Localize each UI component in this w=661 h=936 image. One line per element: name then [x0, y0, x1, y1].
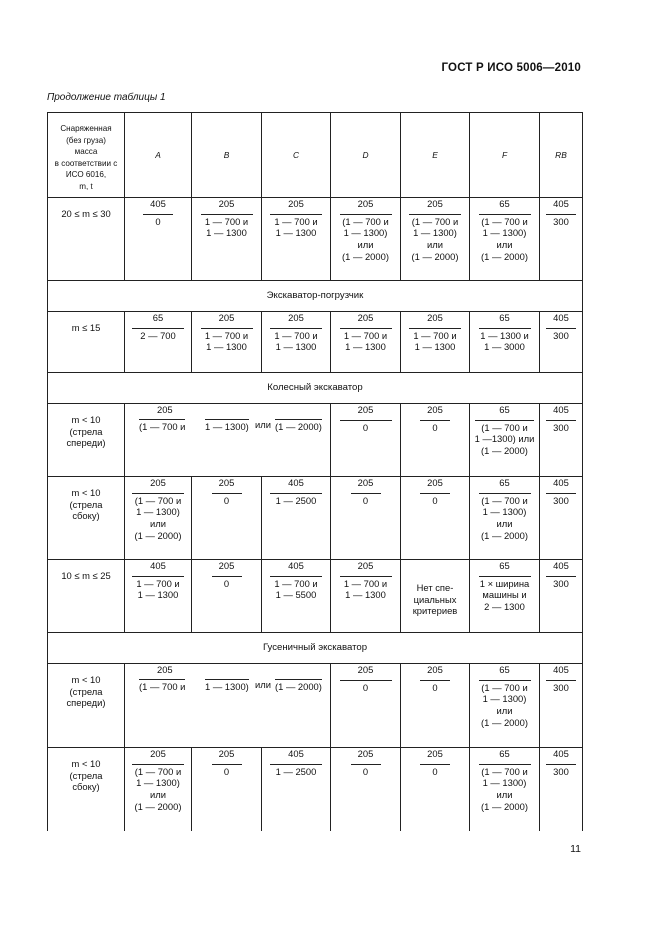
- value-cell-rb: 405 300: [540, 477, 583, 560]
- value-cell-d: 205 0: [331, 664, 401, 748]
- mass-cell: m < 10 (стрела спереди): [48, 664, 125, 748]
- table-row: [48, 404, 583, 477]
- value-cell-c: 205 1 — 700 и 1 — 1300: [262, 198, 331, 281]
- value-cell-rb: 405 300: [540, 748, 583, 831]
- value-cell-d: 205 0: [331, 748, 401, 831]
- value-cell-e: 205 0: [401, 748, 470, 831]
- value-cell-d: 205 1 — 700 и 1 — 1300: [331, 560, 401, 633]
- column-header-d: D: [331, 113, 401, 198]
- value-cell-f: 65 (1 — 700 и 1 — 1300) или (1 — 2000): [470, 198, 540, 281]
- value-cell-b: 205 1 — 700 и 1 — 1300: [192, 312, 262, 373]
- value-cell-b: 205 1 — 700 и 1 — 1300: [192, 198, 262, 281]
- mass-cell: 20 ≤ m ≤ 30: [48, 198, 125, 281]
- value-cell-f: 65 (1 — 700 и 1 — 1300) или (1 — 2000): [470, 748, 540, 831]
- section-row: [48, 633, 583, 664]
- value-cell-d: 205 0: [331, 477, 401, 560]
- value-cell-a: 405 1 — 700 и 1 — 1300: [125, 560, 192, 633]
- column-header-b: B: [192, 113, 262, 198]
- value-cell-a: 405 0: [125, 198, 192, 281]
- value-cell-e: Нет спе- циальных критериев: [401, 560, 470, 633]
- section-row: [48, 373, 583, 404]
- value-cell-abc: 205 (1 — 700 и 1 — 1300) или (1 — 2000): [125, 664, 331, 748]
- value-cell-e: 205 0: [401, 404, 470, 477]
- value-cell-c: 405 1 — 700 и 1 — 5500: [262, 560, 331, 633]
- criteria-table: [47, 112, 583, 831]
- value-cell-f: 65 1 × ширина машины и 2 — 1300: [470, 560, 540, 633]
- value-cell-rb: 405 300: [540, 404, 583, 477]
- table-continuation-caption: Продолжение таблицы 1: [47, 92, 166, 103]
- section-title-wheeled-excavator: Колесный экскаватор: [48, 373, 583, 404]
- column-header-e: E: [401, 113, 470, 198]
- value-cell-d: 205 1 — 700 и 1 — 1300: [331, 312, 401, 373]
- mass-cell: 10 ≤ m ≤ 25: [48, 560, 125, 633]
- value-cell-a: 205 (1 — 700 и 1 — 1300) или (1 — 2000): [125, 477, 192, 560]
- value-cell-abc: 205 (1 — 700 и 1 — 1300) или (1 — 2000): [125, 404, 331, 477]
- table-row: [48, 748, 583, 831]
- value-cell-c: 405 1 — 2500: [262, 748, 331, 831]
- value-cell-a: 205 (1 — 700 и 1 — 1300) или (1 — 2000): [125, 748, 192, 831]
- table-row: [48, 664, 583, 748]
- mass-cell: m < 10 (стрела спереди): [48, 404, 125, 477]
- table-row: [48, 312, 583, 373]
- value-cell-d: 205 0: [331, 404, 401, 477]
- value-cell-e: 205 0: [401, 477, 470, 560]
- value-cell-f: 65 (1 — 700 и 1 —1300) или (1 — 2000): [470, 404, 540, 477]
- mass-column-header: Снаряженная (без груза) масса в соответствии с ИСО 6016, m, t: [48, 113, 125, 198]
- value-cell-e: 205 (1 — 700 и 1 — 1300) или (1 — 2000): [401, 198, 470, 281]
- section-row: [48, 281, 583, 312]
- column-header-f: F: [470, 113, 540, 198]
- column-header-a: A: [125, 113, 192, 198]
- value-cell-f: 65 (1 — 700 и 1 — 1300) или (1 — 2000): [470, 664, 540, 748]
- mass-cell: m ≤ 15: [48, 312, 125, 373]
- table-row: [48, 560, 583, 633]
- value-cell-a: 65 2 — 700: [125, 312, 192, 373]
- value-cell-c: 405 1 — 2500: [262, 477, 331, 560]
- value-cell-rb: 405 300: [540, 198, 583, 281]
- mass-cell: m < 10 (стрела сбоку): [48, 748, 125, 831]
- value-cell-e: 205 1 — 700 и 1 — 1300: [401, 312, 470, 373]
- value-cell-e: 205 0: [401, 664, 470, 748]
- page-number: 11: [570, 843, 581, 855]
- table-row: [48, 198, 583, 281]
- table-row: [48, 477, 583, 560]
- section-title-crawler-excavator: Гусеничный экскаватор: [48, 633, 583, 664]
- section-title-backhoe: Экскаватор-погрузчик: [48, 281, 583, 312]
- value-cell-b: 205 0: [192, 560, 262, 633]
- value-cell-b: 205 0: [192, 477, 262, 560]
- mass-cell: m < 10 (стрела сбоку): [48, 477, 125, 560]
- document-code: ГОСТ Р ИСО 5006—2010: [441, 62, 581, 74]
- column-header-c: C: [262, 113, 331, 198]
- value-cell-f: 65 (1 — 700 и 1 — 1300) или (1 — 2000): [470, 477, 540, 560]
- value-cell-rb: 405 300: [540, 664, 583, 748]
- value-cell-c: 205 1 — 700 и 1 — 1300: [262, 312, 331, 373]
- value-cell-d: 205 (1 — 700 и 1 — 1300) или (1 — 2000): [331, 198, 401, 281]
- value-cell-rb: 405 300: [540, 312, 583, 373]
- column-header-rb: RB: [540, 113, 583, 198]
- header-row: [48, 113, 583, 198]
- value-cell-f: 65 1 — 1300 и 1 — 3000: [470, 312, 540, 373]
- value-cell-rb: 405 300: [540, 560, 583, 633]
- value-cell-b: 205 0: [192, 748, 262, 831]
